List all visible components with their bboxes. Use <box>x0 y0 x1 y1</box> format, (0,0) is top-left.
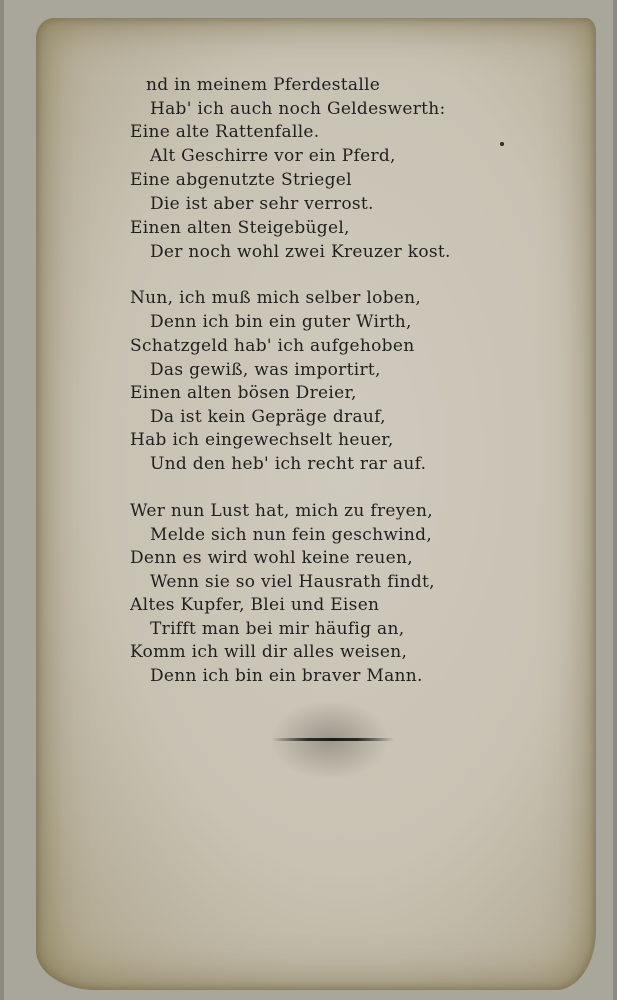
poem-line: Schatzgeld hab' ich aufgehoben <box>130 336 415 356</box>
poem-line: Eine abgenutzte Striegel <box>130 170 352 190</box>
poem-line: Hab ich eingewechselt heuer, <box>130 430 394 450</box>
poem-line: nd in meinem Pferdestalle <box>146 75 381 95</box>
poem-line: Denn es wird wohl keine reuen, <box>130 548 413 568</box>
poem-line: Komm ich will dir alles weisen, <box>130 642 408 662</box>
poem-line: Einen alten Steigebügel, <box>130 218 350 238</box>
poem-line: Wer nun Lust hat, mich zu freyen, <box>130 501 433 521</box>
decorative-rule <box>272 738 394 741</box>
poem-line: Altes Kupfer, Blei und Eisen <box>130 595 380 615</box>
poem-line: Melde sich nun fein geschwind, <box>150 525 433 545</box>
poem-line: Wenn sie so viel Hausrath findt, <box>150 572 435 592</box>
poem-line: Einen alten bösen Dreier, <box>130 383 357 403</box>
poem-line: Da ist kein Gepräge drauf, <box>150 407 386 427</box>
poem-line: Nun, ich muß mich selber loben, <box>130 288 422 308</box>
poem-line: Denn ich bin ein guter Wirth, <box>150 312 412 332</box>
poem-line: Alt Geschirre vor ein Pferd, <box>150 146 396 166</box>
poem-line: Denn ich bin ein braver Mann. <box>150 666 423 686</box>
poem-line: Und den heb' ich recht rar auf. <box>150 454 427 474</box>
poem-line: Die ist aber sehr verrost. <box>150 194 374 214</box>
poem-line: Der noch wohl zwei Kreuzer kost. <box>150 242 451 262</box>
ink-dot <box>500 142 504 146</box>
poem-line: Das gewiß, was importirt, <box>150 360 381 380</box>
poem-line: Trifft man bei mir häufig an, <box>150 619 405 639</box>
poem-line: Eine alte Rattenfalle. <box>130 122 320 142</box>
poem-line: Hab' ich auch noch Geldeswerth: <box>150 99 446 119</box>
